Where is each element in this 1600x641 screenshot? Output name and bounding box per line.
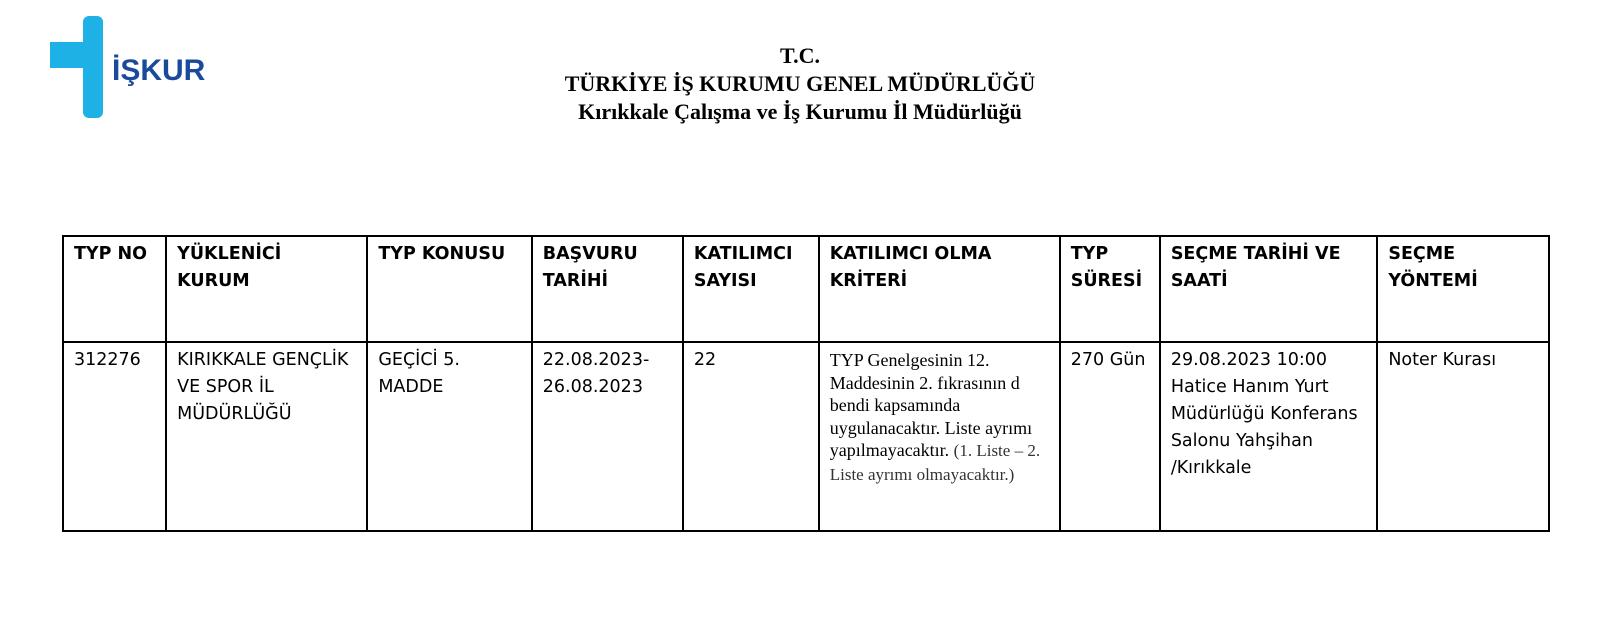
cell-typ-suresi: 270 Gün — [1060, 342, 1160, 531]
cell-yuklenici-kurum: KIRIKKALE GENÇLİK VE SPOR İL MÜDÜRLÜĞÜ — [166, 342, 367, 531]
cell-typ-konusu: GEÇİCİ 5. MADDE — [367, 342, 531, 531]
header-typ-konusu: TYP KONUSU — [367, 236, 531, 342]
cell-secme-tarihi: 29.08.2023 10:00 Hatice Hanım Yurt Müdürlüğü Konferans Salonu Yahşihan /Kırıkkale — [1160, 342, 1378, 531]
logo-text: İŞKUR — [112, 54, 206, 87]
cell-basvuru-tarihi: 22.08.2023- 26.08.2023 — [532, 342, 683, 531]
table-header-row — [63, 236, 1549, 342]
header-typ-suresi: TYP SÜRESİ — [1060, 236, 1160, 342]
header-typ-no: TYP NO — [63, 236, 166, 342]
cell-typ-no: 312276 — [63, 342, 166, 531]
header-line-1: T.C. — [780, 43, 820, 68]
header-secme-yontemi: SEÇME YÖNTEMİ — [1377, 236, 1549, 342]
header-yuklenici-kurum: YÜKLENİCİ KURUM — [166, 236, 367, 342]
header-basvuru-tarihi: BAŞVURU TARİHİ — [532, 236, 683, 342]
cell-katilimci-sayisi: 22 — [683, 342, 819, 531]
kriter-note-text: (1. Liste – 2. Liste ayrımı olmayacaktır.) — [829, 441, 1041, 484]
kriter-main-text: TYP Genelgesinin 12. Maddesinin 2. fıkrasının d bendi kapsamında uygulanacaktır. Liste ayrımı yapılmayacaktır. — [829, 350, 1033, 460]
header-katilimci-sayisi: KATILIMCI SAYISI — [683, 236, 819, 342]
header-line-2: TÜRKİYE İŞ KURUMU GENEL MÜDÜRLÜĞÜ — [564, 71, 1036, 96]
header-secme-tarihi: SEÇME TARİHİ VE SAATİ — [1160, 236, 1378, 342]
cell-secme-yontemi: Noter Kurası — [1377, 342, 1549, 531]
header-katilimci-kriteri: KATILIMCI OLMA KRİTERİ — [819, 236, 1060, 342]
table-row — [63, 342, 1549, 531]
document-header — [0, 42, 1600, 126]
header-line-3: Kırıkkale Çalışma ve İş Kurumu İl Müdürlüğü — [578, 99, 1022, 124]
typ-table — [62, 235, 1550, 532]
cell-katilimci-kriteri — [819, 342, 1060, 531]
